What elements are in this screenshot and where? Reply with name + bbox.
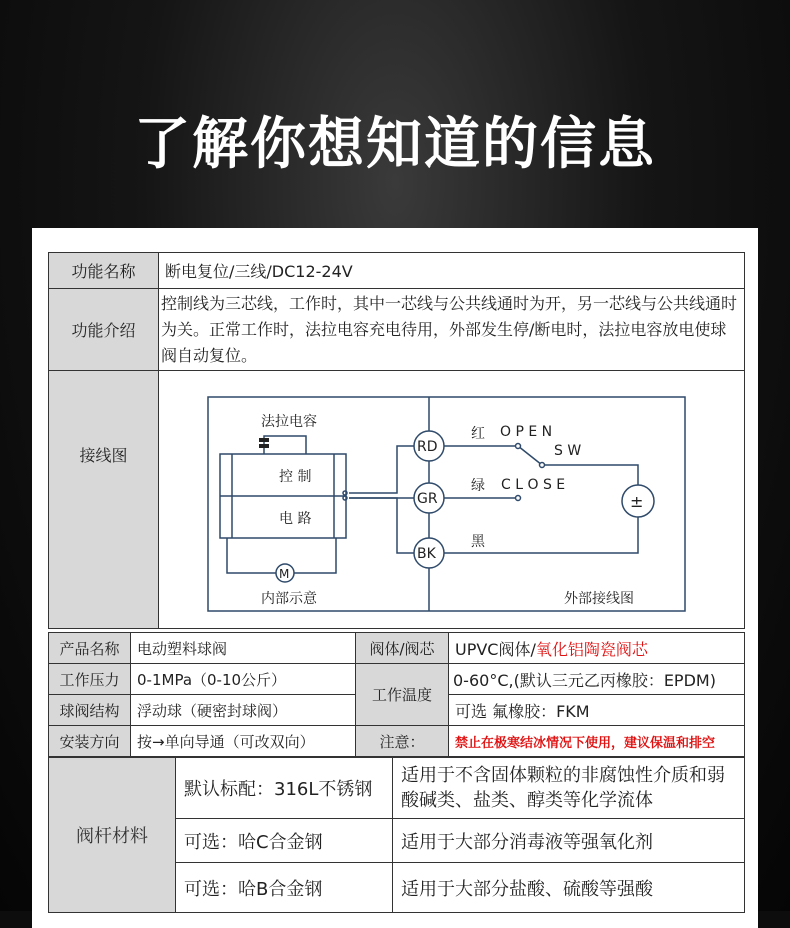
stem-material-label: 阀杆材料 (49, 758, 176, 913)
material-cell: 默认标配：316L不锈钢 (176, 758, 393, 819)
diagram-label: C L O S E (501, 476, 566, 493)
pressure-label: 工作压力 (49, 664, 131, 695)
temp-label: 工作温度 (356, 664, 449, 726)
intro-value: 控制线为三芯线，工作时，其中一芯线与公共线通时为开，另一芯线与公共线通时为关。正常工作时，法拉电容充电待用，外部发生停/断电时，法拉电容放电使球阀自动复位。 (159, 289, 745, 371)
material-cell: 可选：哈C合金钢 (176, 819, 393, 863)
diagram-label: 绿 (471, 477, 485, 494)
product-value: 电动塑料球阀 (131, 633, 356, 664)
pressure-value: 0-1MPa（0-10公斤） (131, 664, 356, 695)
diagram-label: 电 路 (279, 510, 312, 527)
diagram-label: M (279, 566, 290, 581)
name-label: 功能名称 (49, 253, 159, 289)
diagram-label: RD (417, 438, 438, 455)
diagram-label: 红 (471, 425, 485, 442)
note-value: 禁止在极寒结冰情况下使用，建议保温和排空 (449, 726, 745, 757)
direction-value: 按→单向导通（可改双向） (131, 726, 356, 757)
temp-option: 可选 氟橡胶：FKM (449, 695, 745, 726)
structure-label: 球阀结构 (49, 695, 131, 726)
spec-table (48, 632, 745, 757)
function-table (48, 252, 745, 629)
diagram-label: 黑 (471, 533, 485, 550)
wiring-label: 接线图 (49, 371, 159, 629)
stem-material-table (48, 757, 745, 913)
diagram-label: 外部接线图 (564, 590, 634, 607)
direction-label: 安装方向 (49, 726, 131, 757)
usage-cell: 适用于不含固体颗粒的非腐蚀性介质和弱酸碱类、盐类、醇类等化学流体 (393, 758, 745, 819)
material-cell: 可选：哈B合金钢 (176, 863, 393, 913)
structure-value: 浮动球（硬密封球阀） (131, 695, 356, 726)
diagram-label: S W (554, 442, 582, 459)
intro-label: 功能介绍 (49, 289, 159, 371)
name-value: 断电复位/三线/DC12-24V (159, 253, 745, 289)
usage-cell: 适用于大部分盐酸、硫酸等强酸 (393, 863, 745, 913)
diagram-label: 内部示意 (261, 590, 317, 607)
body-label: 阀体/阀芯 (356, 633, 449, 664)
diagram-label: O P E N (500, 423, 553, 440)
body-value (449, 633, 745, 664)
body-material: UPVC阀体/ (455, 639, 536, 659)
temp-value: 0-60°C,(默认三元乙丙橡胶：EPDM) (449, 664, 745, 695)
usage-cell: 适用于大部分消毒液等强氧化剂 (393, 819, 745, 863)
note-label: 注意： (356, 726, 449, 757)
wiring-diagram (159, 372, 744, 628)
diagram-label: BK (417, 545, 436, 562)
diagram-label: 法拉电容 (261, 413, 317, 430)
diagram-label: ± (630, 491, 644, 511)
core-material: 氧化铝陶瓷阀芯 (535, 639, 648, 659)
capacitor-icon (259, 438, 269, 442)
page-title: 了解你想知道的信息 (134, 112, 656, 177)
product-label: 产品名称 (49, 633, 131, 664)
diagram-label: 控 制 (279, 468, 312, 485)
diagram-label: GR (417, 490, 438, 507)
